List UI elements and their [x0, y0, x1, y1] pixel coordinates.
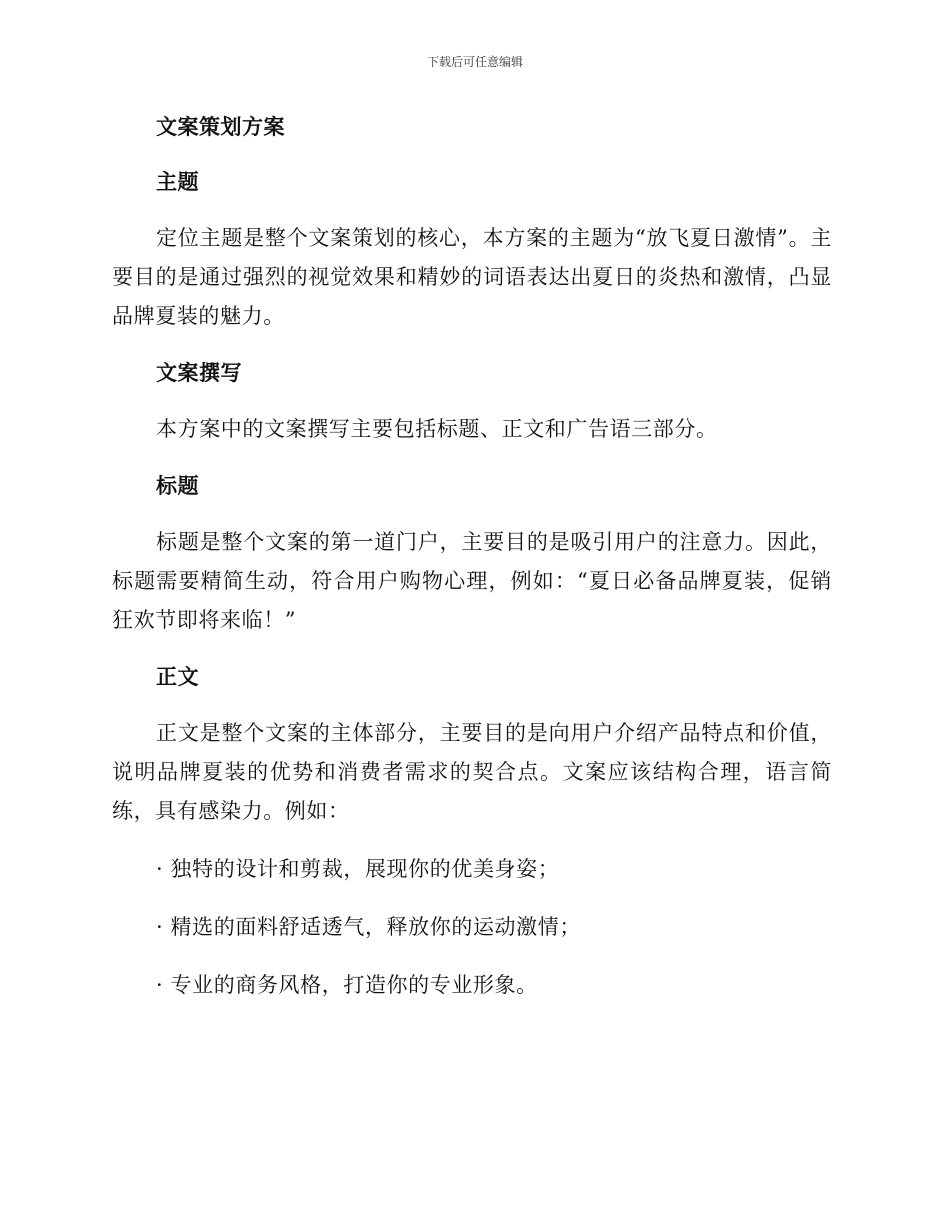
section-paragraph-theme: 定位主题是整个文案策划的核心，本方案的主题为“放飞夏日激情”。主要目的是通过强烈的视觉效果和精妙的词语表达出夏日的炎热和激情，凸显品牌夏装的魅力。 — [112, 226, 832, 328]
section-heading-headline: 标题 — [156, 474, 199, 498]
list-item: · 专业的商务风格，打造你的专业形象。 — [156, 973, 538, 997]
section-heading-theme: 主题 — [156, 170, 199, 194]
section-paragraph-headline: 标题是整个文案的第一道门户，主要目的是吸引用户的注意力。因此，标题需要精简生动，符合用户购物心理，例如：“夏日必备品牌夏装，促销狂欢节即将来临！” — [112, 530, 832, 632]
section-heading-copywriting: 文案撰写 — [156, 361, 242, 385]
section-heading-body: 正文 — [156, 665, 199, 689]
document-body — [112, 109, 832, 1024]
list-item: · 精选的面料舒适透气，释放你的运动激情； — [156, 915, 581, 939]
header-note: 下载后可任意编辑 — [426, 55, 523, 69]
list-item: · 独特的设计和剪裁，展现你的优美身姿； — [156, 857, 560, 881]
document-title: 文案策划方案 — [156, 115, 285, 139]
section-paragraph-body: 正文是整个文案的主体部分，主要目的是向用户介绍产品特点和价值，说明品牌夏装的优势和消费者需求的契合点。文案应该结构合理，语言简练，具有感染力。例如： — [112, 721, 832, 823]
section-paragraph-copywriting: 本方案中的文案撰写主要包括标题、正文和广告语三部分。 — [156, 417, 718, 441]
